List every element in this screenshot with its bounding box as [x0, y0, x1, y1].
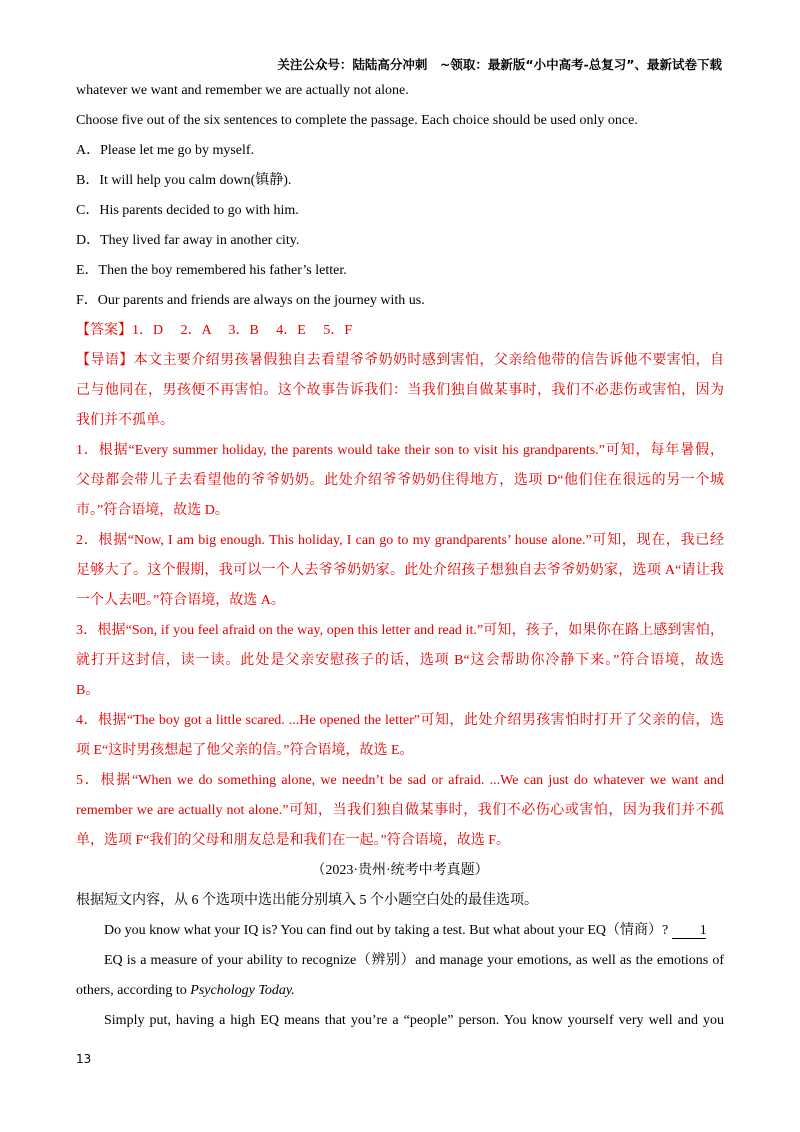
- blank-1[interactable]: 1: [672, 924, 706, 939]
- paragraph-1-text: Do you know what your IQ is? You can find out by taking a test. But what about your EQ（情商）?: [104, 923, 669, 938]
- explanation-5-line: 单，选项 F“我们的父母和朋友总是和我们在一起。”符合语境，故选 F。: [76, 833, 510, 848]
- question-source: （2023·贵州·统考中考真题）: [311, 863, 489, 878]
- guide-line: 己与他同在，男孩便不再害怕。这个故事告诉我们：当我们独自做某事时，我们不必悲伤或害怕，因为: [76, 383, 724, 398]
- option-e: E．Then the boy remembered his father’s letter.: [76, 263, 347, 278]
- explanation-2-line: 足够大了。这个假期，我可以一个人去爷爷奶奶家。此处介绍孩子想独自去爷爷奶奶家，选项 A“请让我: [76, 563, 724, 578]
- passage-paragraph-2-line: [76, 976, 724, 1006]
- option-b: B．It will help you calm down(镇静).: [76, 173, 292, 188]
- task-instruction: 根据短文内容，从 6 个选项中选出能分别填入 5 个小题空白处的最佳选项。: [76, 893, 538, 908]
- page-number: 13: [76, 1052, 92, 1066]
- option-c: C．His parents decided to go with him.: [76, 203, 299, 218]
- guide-line: 【导语】本文主要介绍男孩暑假独自去看望爷爷奶奶时感到害怕，父亲给他带的信告诉他不要害怕，自: [76, 353, 724, 368]
- explanation-2-line: 2．根据“Now, I am big enough. This holiday, I can go to my grandparents’ house alone.”可知，现在，我已经: [76, 533, 724, 548]
- paragraph-2-text: others, according to: [76, 983, 191, 998]
- option-f: F．Our parents and friends are always on the journey with us.: [76, 293, 425, 308]
- page-content: [76, 76, 724, 1036]
- explanation-5-line: 5．根据“When we do something alone, we needn’t be sad or afraid. ...We can just do whatever we want and: [76, 773, 724, 788]
- answer-key: 【答案】1．D 2．A 3．B 4．E 5．F: [76, 323, 353, 338]
- explanation-5-line: remember we are actually not alone.”可知，当我们独自做某事时，我们不必伤心或害怕，因为我们并不孤: [76, 803, 724, 818]
- explanation-3-line: 3．根据“Son, if you feel afraid on the way, open this letter and read it.”可知，孩子，如果你在路上感到害怕，: [76, 623, 724, 638]
- option-a: A．Please let me go by myself.: [76, 143, 255, 158]
- explanation-1-line: 1．根据“Every summer holiday, the parents would take their son to visit his grandparents.”可知，每年暑假，: [76, 443, 724, 458]
- explanation-1-line: 父母都会带儿子去看望他的爷爷奶奶。此处介绍爷爷奶奶住得地方，选项 D“他们住在很远的另一个城: [76, 473, 724, 488]
- explanation-4-line: 项 E“这时男孩想起了他父亲的信。”符合语境，故选 E。: [76, 743, 414, 758]
- passage-end: whatever we want and remember we are actually not alone.: [76, 83, 409, 98]
- passage-paragraph-1: [76, 916, 724, 946]
- explanation-3-line: B。: [76, 683, 100, 698]
- explanation-4-line: 4．根据“The boy got a little scared. ...He opened the letter”可知，此处介绍男孩害怕时打开了父亲的信，选: [76, 713, 724, 728]
- explanation-1-line: 市。”符合语境，故选 D。: [76, 503, 229, 518]
- guide-line: 我们并不孤单。: [76, 413, 174, 428]
- passage-paragraph-3-line: Simply put, having a high EQ means that you’re a “people” person. You know yourself very well and you: [104, 1013, 724, 1028]
- instruction: Choose five out of the six sentences to complete the passage. Each choice should be used only once.: [76, 113, 638, 128]
- magazine-title: Psychology Today.: [190, 983, 295, 998]
- page-header: 关注公众号：陆陆高分冲刺 ~领取：最新版“小中高考-总复习”、最新试卷下载: [277, 57, 722, 72]
- explanation-3-line: 就打开这封信，读一读。此处是父亲安慰孩子的话，选项 B“这会帮助你冷静下来。”符合语境，故选: [76, 653, 724, 668]
- option-d: D．They lived far away in another city.: [76, 233, 300, 248]
- explanation-2-line: 一个人去吧。”符合语境，故选 A。: [76, 593, 285, 608]
- passage-paragraph-2-line: EQ is a measure of your ability to recognize（辨别）and manage your emotions, as well as the emotions of: [104, 953, 724, 968]
